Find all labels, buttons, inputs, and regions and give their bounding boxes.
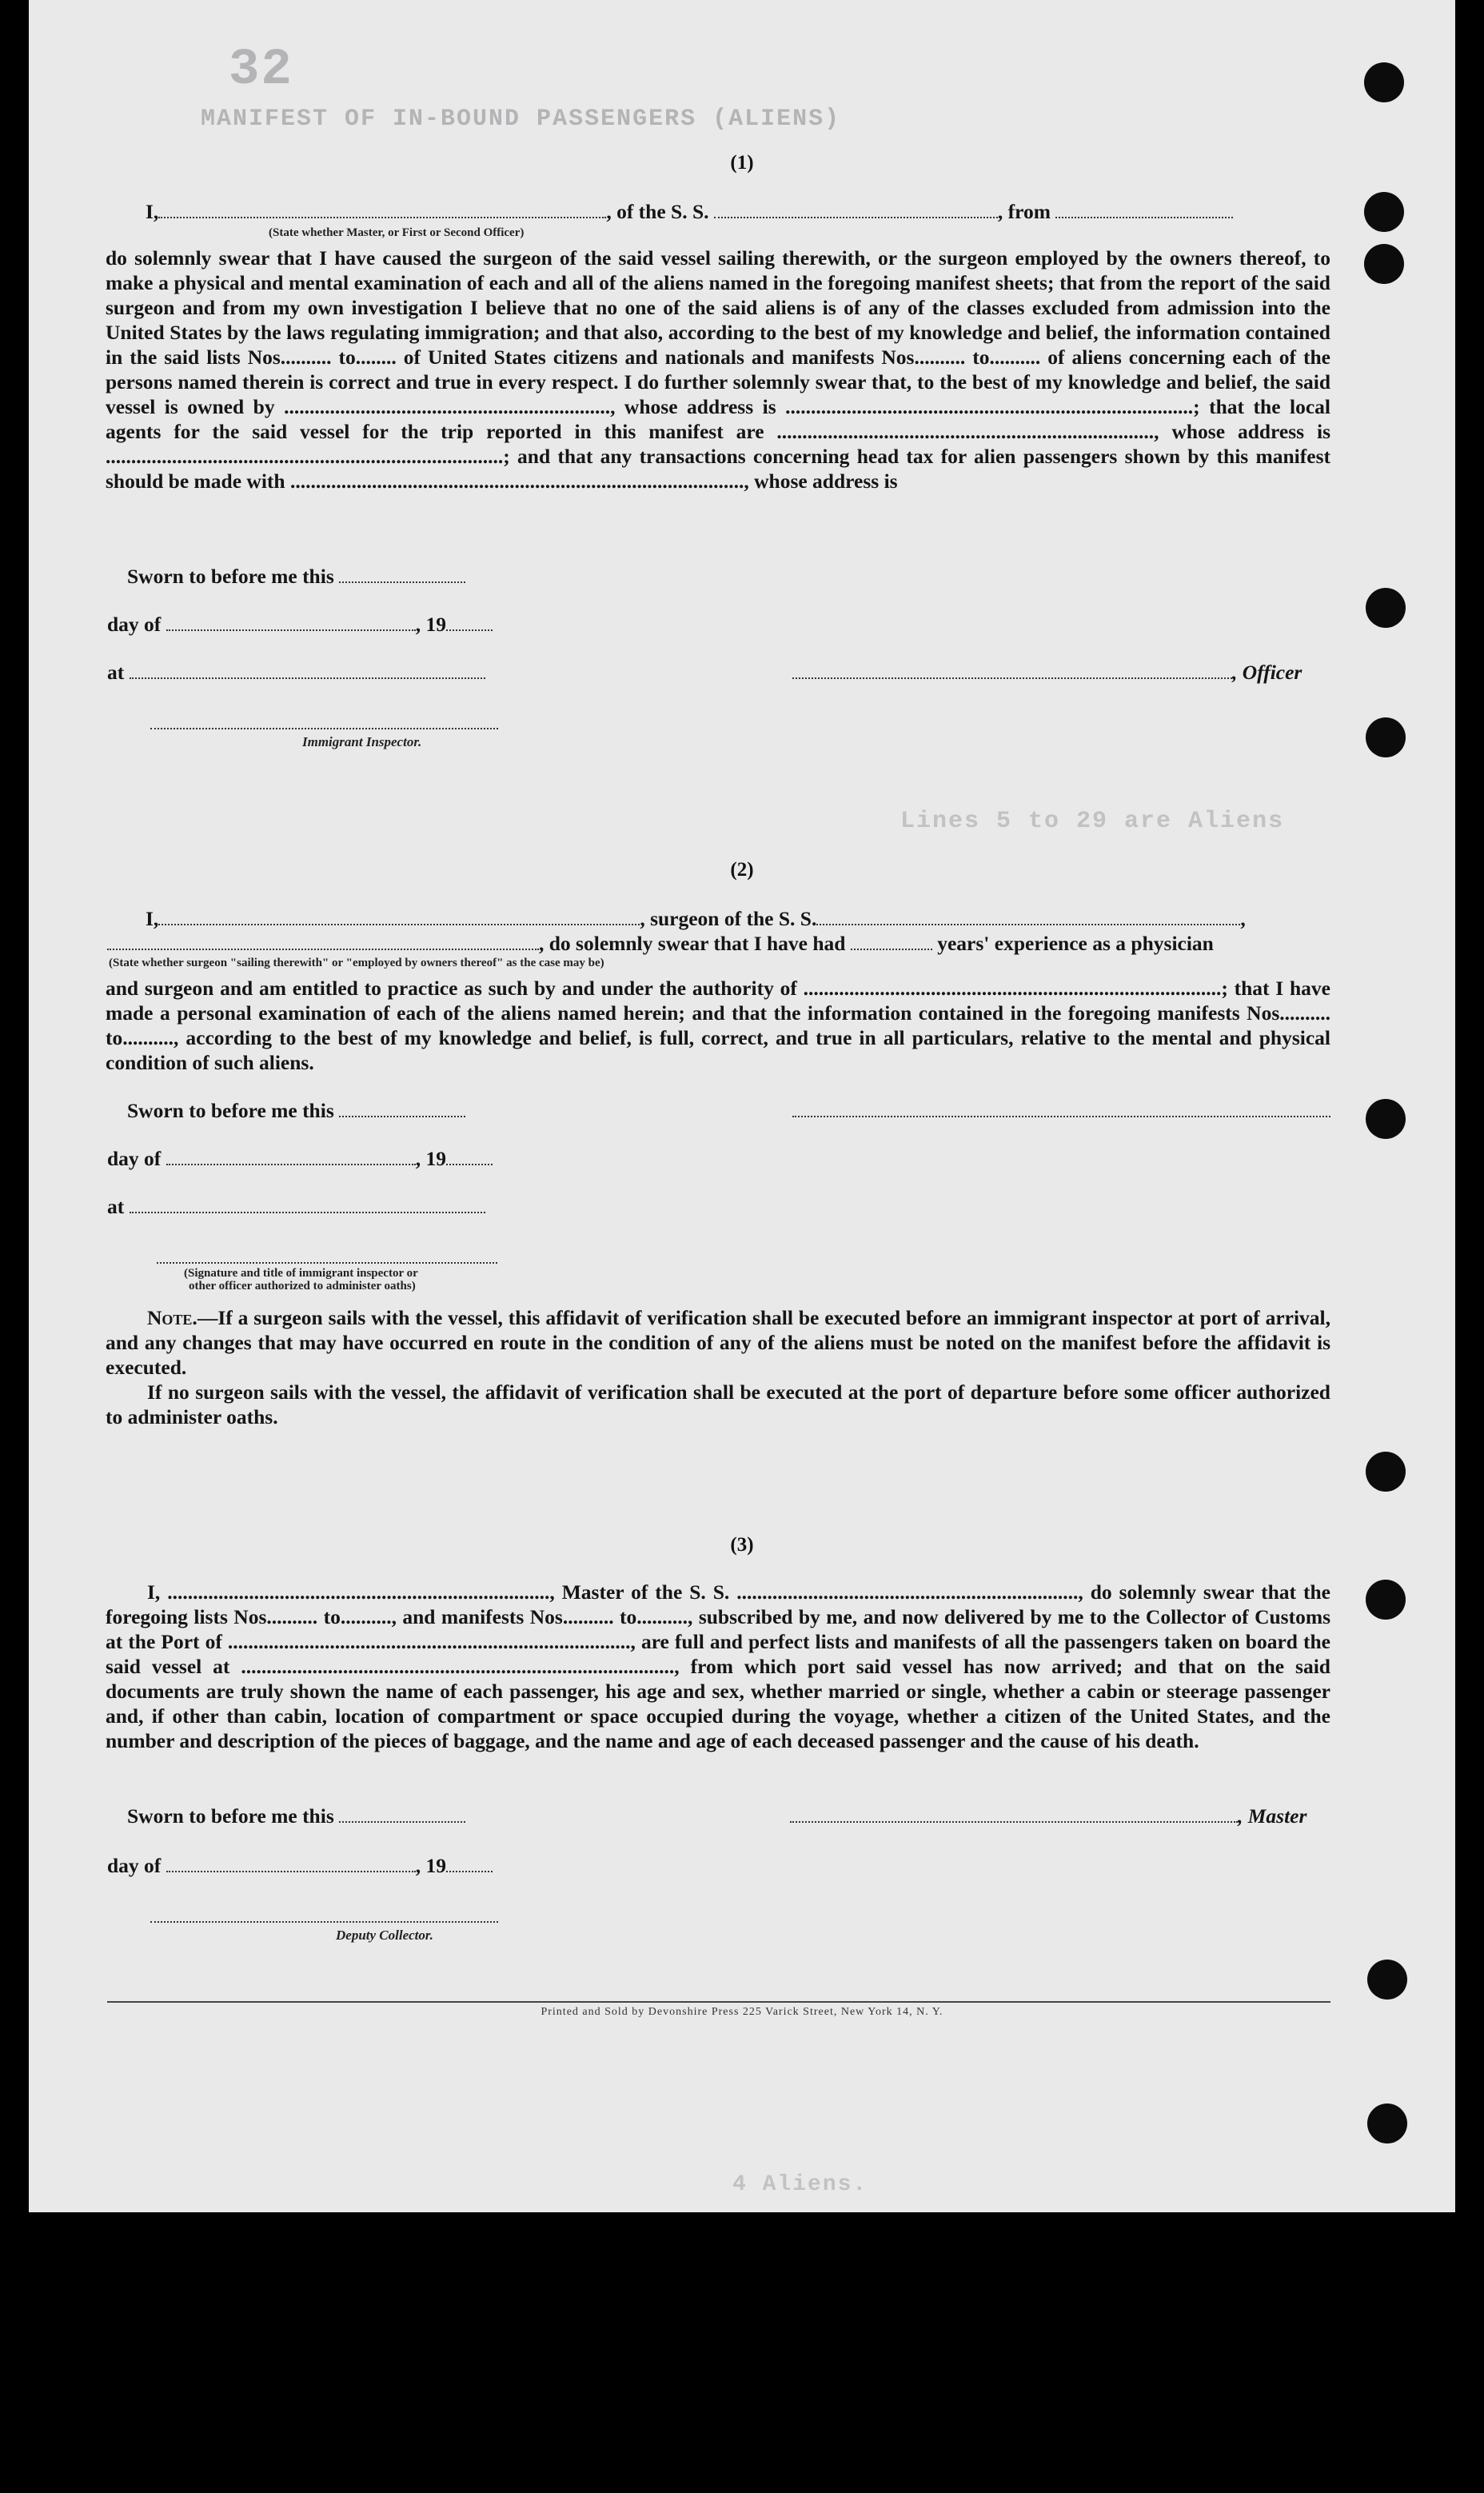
section-2-note-second: If no surgeon sails with the vessel, the affidavit of verification shall be executed at the port of departure before some officer authorized to administer oaths.	[106, 1380, 1336, 1428]
section-1-officer-line: , Officer	[792, 661, 1302, 685]
section-2-line-1: I, , surgeon of the S. S. ,	[146, 907, 1246, 930]
section-3-collector-caption: Deputy Collector.	[336, 1928, 433, 1943]
punch-hole	[1366, 1580, 1406, 1620]
section-1-officer-note: (State whether Master, or First or Second Officer)	[269, 226, 525, 239]
punch-hole	[1364, 192, 1404, 232]
section-2-heading: (2)	[730, 859, 754, 881]
section-3-day-line: day of , 19	[107, 1854, 493, 1878]
section-2-surgeon-signature-line	[792, 1116, 1330, 1117]
footer-rule	[107, 2001, 1330, 2003]
ghost-page-number: 32	[229, 42, 293, 99]
section-2-oath-text: and surgeon and am entitled to practice as such by and under the authority of ..................................................................................; that I have made a personal examination of each of the aliens named herein; and that the information contained in the foregoing manifests Nos.......... to.........., according to the best of my knowledge and belief, is full, correct, and true in all particulars, relative to the mental and physical condition of such aliens.	[106, 977, 1336, 1074]
punch-hole	[1366, 1452, 1406, 1492]
section-2-day-line: day of , 19	[107, 1147, 493, 1171]
punch-hole	[1366, 717, 1406, 757]
section-3-sworn-line: Sworn to before me this	[127, 1804, 465, 1828]
section-1-at-line: at	[107, 661, 485, 685]
section-3-heading: (3)	[730, 1534, 754, 1556]
punch-hole	[1367, 2103, 1407, 2143]
section-2-surgeon-note: (State whether surgeon "sailing therewith" or "employed by owners thereof" as the case may be)	[109, 957, 604, 969]
section-2-at-line: at	[107, 1195, 485, 1219]
section-1-heading: (1)	[730, 152, 754, 174]
section-1-sworn-line: Sworn to before me this	[127, 565, 465, 589]
section-2-signature-note-1: (Signature and title of immigrant inspector or	[184, 1267, 418, 1280]
section-3-master-line: , Master	[790, 1804, 1306, 1828]
punch-hole	[1364, 62, 1404, 102]
section-1-line-1: I, , of the S. S. , from	[146, 200, 1233, 224]
ghost-aliens-count: 4 Aliens.	[732, 2172, 868, 2197]
section-3-collector-signature-line	[150, 1921, 498, 1923]
ghost-manifest-title: MANIFEST OF IN-BOUND PASSENGERS (ALIENS)	[201, 106, 841, 133]
printer-imprint: Printed and Sold by Devonshire Press 225 Varick Street, New York 14, N. Y.	[541, 2006, 943, 2018]
manifest-page	[29, 0, 1455, 2212]
section-2-line-2: , do solemnly swear that I have had years' experience as a physician	[107, 932, 1214, 956]
punch-hole	[1366, 588, 1406, 628]
punch-hole	[1366, 1099, 1406, 1139]
ghost-lines-note: Lines 5 to 29 are Aliens	[900, 808, 1285, 835]
punch-hole	[1364, 244, 1404, 284]
section-1-inspector-caption: Immigrant Inspector.	[302, 734, 422, 749]
punch-hole	[1367, 1960, 1407, 2000]
section-2-inspector-signature-line	[157, 1262, 497, 1264]
section-1-inspector-signature-line	[150, 728, 498, 729]
section-2-sworn-line: Sworn to before me this	[127, 1099, 465, 1123]
section-1-day-line: day of , 19	[107, 613, 493, 637]
section-2-signature-note-2: other officer authorized to administer oaths)	[189, 1280, 416, 1292]
section-2-note-text: Note.—If a surgeon sails with the vessel, this affidavit of verification shall be executed before an immigrant inspector at port of arrival, and any changes that may have occurred en route in the condition of any of the aliens must be noted on the manifest before the affidavit is executed.	[106, 1306, 1336, 1379]
section-3-oath-text: I, ..........................................................................., Master of the S. S. ..................................................................., do solemnly swear that the foregoing lists Nos.......... to.........., and manifests Nos.......... to.........., subscribed by me, and now delivered by me to the Collector of Customs at the Port of ..............................................................................., are full and perfect lists and manifests of all the passengers taken on board the said vessel at ....................................................................................., from which port said vessel has now arrived; and that on the said documents are truly shown the name of each passenger, his age and sex, whether married or single, whether a cabin or steerage passenger and, if other than cabin, location of compartment or space occupied during the voyage, whether a citizen of the United States, and the number and description of the pieces of baggage, and the name and age of each deceased passenger and the cause of his death.	[106, 1580, 1336, 1752]
section-1-oath-text: do solemnly swear that I have caused the surgeon of the said vessel sailing therewith, or the surgeon employed by the owners thereof, to make a physical and mental examination of each and all of the aliens named in the foregoing manifest sheets; that from the report of the said surgeon and from my own investigation I believe that no one of the said aliens is of any of the classes excluded from admission into the United States by the laws regulating immigration; and that also, according to the best of my knowledge and belief, the information contained in the said lists Nos.......... to........ of United States citizens and nationals and manifests Nos.......... to.......... of aliens concerning each of the persons named therein is correct and true in every respect. I do further solemnly swear that, to the best of my knowledge and belief, the said vessel is owned by ................................................................, whose address is ................................................................................; that the local agents for the said vessel for the trip reported in this manifest are .........................................................................., whose address is ..............................................................................; and that any transactions concerning head tax for alien passengers shown by this manifest should be made with ........................................................................................., whose address is	[106, 246, 1336, 493]
